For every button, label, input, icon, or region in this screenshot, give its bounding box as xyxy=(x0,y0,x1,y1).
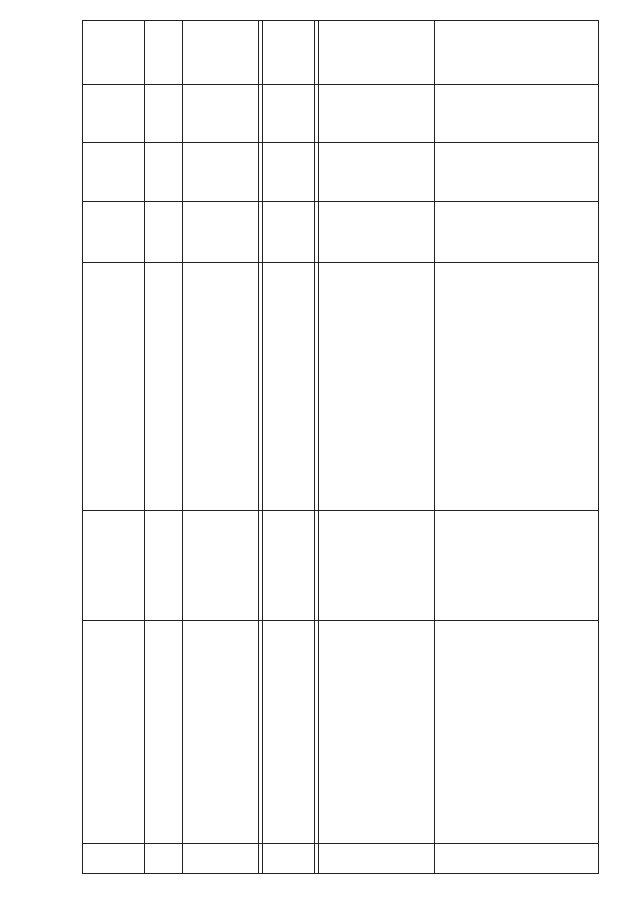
table-row-divider xyxy=(82,142,599,143)
table-row-divider xyxy=(82,620,599,621)
table-col-divider xyxy=(258,20,259,874)
value-cell xyxy=(550,142,598,201)
table-col-divider xyxy=(314,20,315,874)
table-col-divider xyxy=(318,20,319,874)
table-row-divider xyxy=(82,262,599,263)
table-border-top xyxy=(82,20,599,21)
table-col-divider xyxy=(144,20,145,874)
table-border-bottom xyxy=(82,873,599,874)
table-row-divider xyxy=(82,843,599,844)
value-cell xyxy=(550,84,598,142)
table-col-divider xyxy=(434,20,435,874)
table-row-divider xyxy=(82,84,599,85)
table-col-divider xyxy=(262,20,263,874)
table-col-divider xyxy=(182,20,183,874)
table-border-right xyxy=(598,20,599,874)
table-row-divider xyxy=(82,201,599,202)
table-border-left xyxy=(82,20,83,874)
value-cell xyxy=(550,20,598,84)
table-row-divider xyxy=(82,510,599,511)
